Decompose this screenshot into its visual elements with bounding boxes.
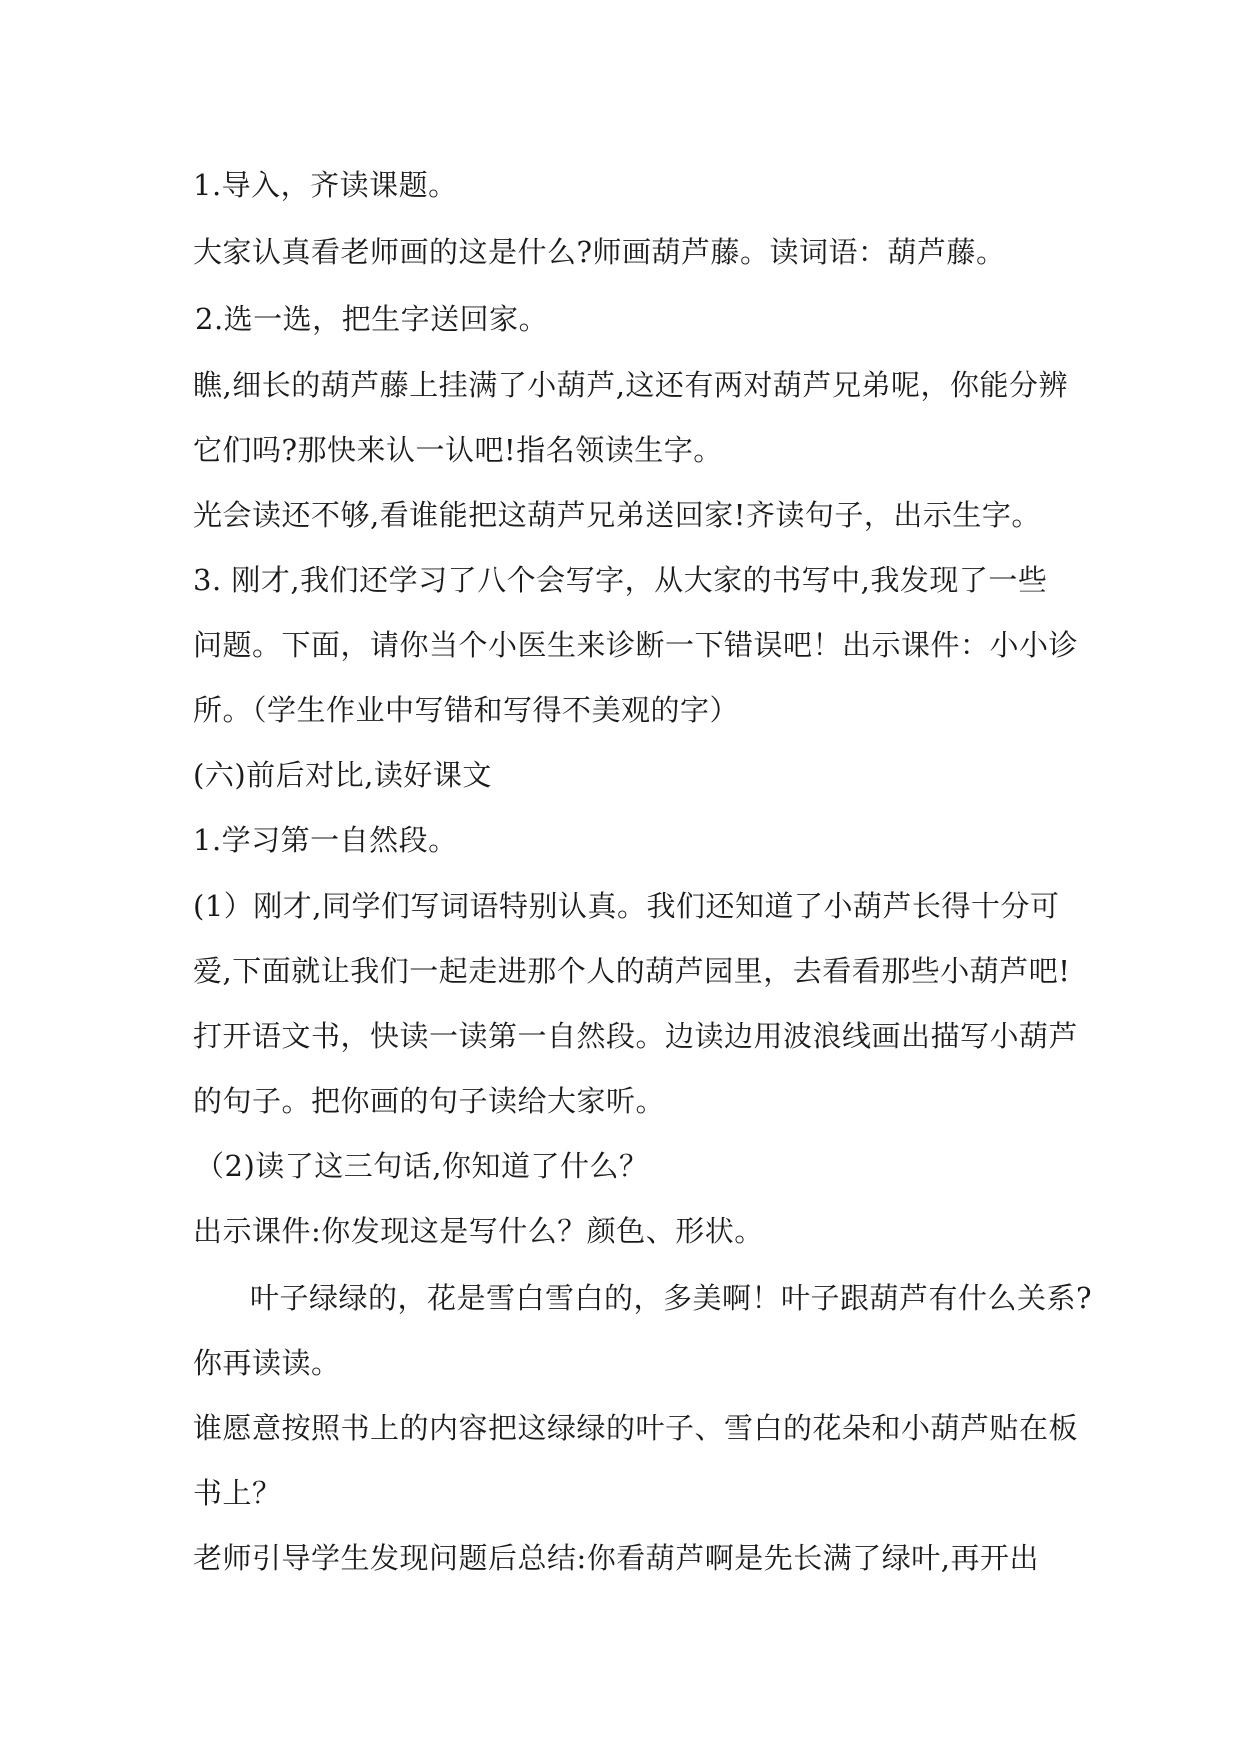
text-line-11: 1.学习第一自然段。 (193, 823, 458, 857)
text-line-13: 爱,下面就让我们一起走进那个人的葫芦园里，去看看那些小葫芦吧! (193, 954, 1071, 988)
text-line-18: 叶子绿绿的，花是雪白雪白的，多美啊！叶子跟葫芦有什么关系? (250, 1281, 1093, 1315)
text-line-17: 出示课件:你发现这是写什么？颜色、形状。 (193, 1214, 764, 1248)
text-line-12: (1）刚才,同学们写词语特别认真。我们还知道了小葫芦长得十分可 (193, 889, 1060, 923)
text-line-19: 你再读读。 (193, 1346, 341, 1380)
text-line-22: 老师引导学生发现问题后总结:你看葫芦啊是先长满了绿叶,再开出 (193, 1541, 1039, 1575)
text-line-21: 书上？ (193, 1476, 282, 1510)
text-line-7: 3. 刚才,我们还学习了八个会写字，从大家的书写中,我发现了一些 (193, 563, 1048, 597)
text-line-9: 所。（学生作业中写错和写得不美观的字） (193, 693, 740, 727)
text-line-14: 打开语文书，快读一读第一自然段。边读边用波浪线画出描写小葫芦 (193, 1019, 1079, 1053)
text-line-10: (六)前后对比,读好课文 (193, 758, 492, 792)
text-line-6: 光会读还不够,看谁能把这葫芦兄弟送回家!齐读句子，出示生字。 (193, 498, 1041, 532)
text-line-20: 谁愿意按照书上的内容把这绿绿的叶子、雪白的花朵和小葫芦贴在板 (193, 1411, 1079, 1445)
text-line-5: 它们吗?那快来认一认吧!指名领读生字。 (193, 433, 723, 467)
text-line-8: 问题。下面，请你当个小医生来诊断一下错误吧！出示课件：小小诊 (193, 628, 1079, 662)
text-line-2: 大家认真看老师画的这是什么?师画葫芦藤。读词语：葫芦藤。 (193, 235, 1006, 269)
text-line-16: （2)读了这三句话,你知道了什么？ (195, 1149, 649, 1183)
text-line-15: 的句子。把你画的句子读给大家听。 (193, 1084, 666, 1118)
text-line-3: 2.选一选，把生字送回家。 (195, 302, 549, 336)
text-line-4: 瞧,细长的葫芦藤上挂满了小葫芦,这还有两对葫芦兄弟呢，你能分辨 (193, 368, 1068, 402)
text-line-1: 1.导入，齐读课题。 (193, 168, 458, 202)
